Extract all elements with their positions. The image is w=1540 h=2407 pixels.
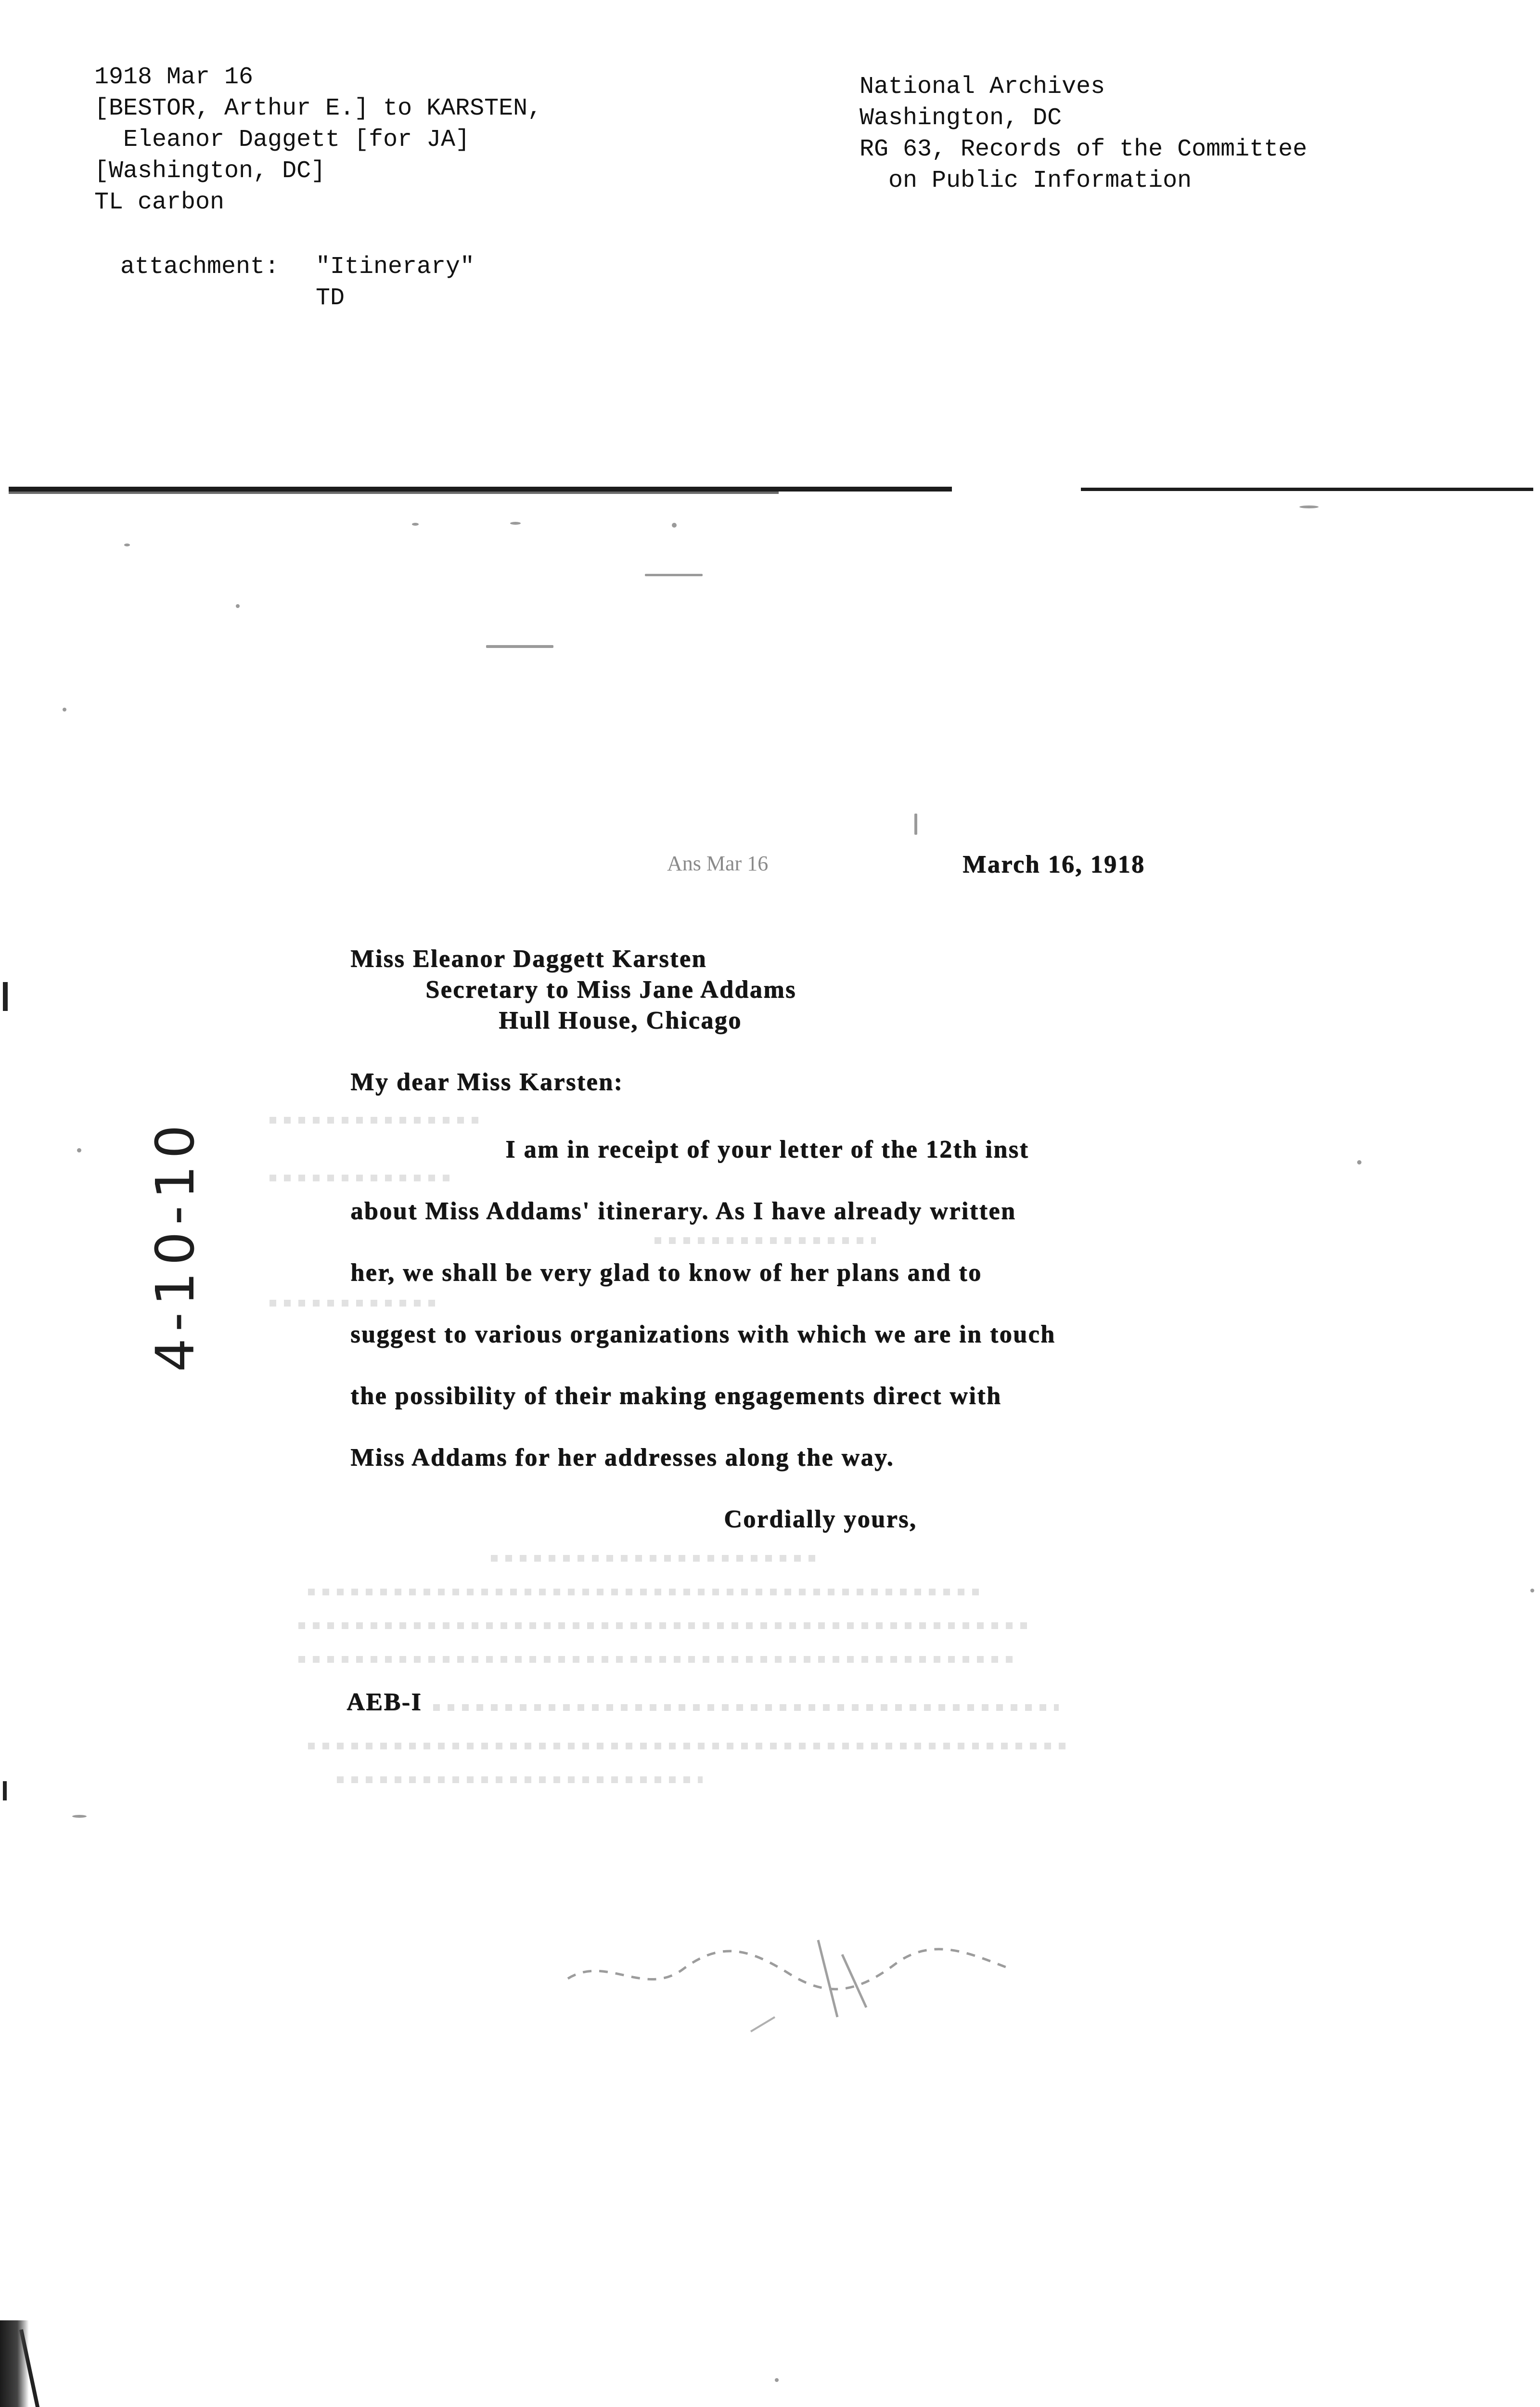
header-right-line: RG 63, Records of the Committee	[860, 136, 1308, 163]
salutation: My dear Miss Karsten:	[350, 1068, 624, 1096]
bleed-mark	[491, 1555, 818, 1562]
header-left-line: 1918 Mar 16	[94, 64, 254, 91]
body-line: her, we shall be very glad to know of her plans and to	[350, 1259, 982, 1286]
bleed-mark	[654, 1237, 876, 1244]
scan-top-edge-left	[9, 487, 952, 492]
speck	[63, 708, 66, 712]
speck	[1299, 505, 1319, 508]
header-right-line: on Public Information	[860, 167, 1192, 194]
header-left-line: Eleanor Daggett [for JA]	[94, 126, 470, 154]
recipient-address: Hull House, Chicago	[499, 1007, 742, 1034]
speck	[914, 814, 917, 835]
bleed-mark	[337, 1776, 703, 1783]
speck	[645, 574, 703, 576]
recipient-title: Secretary to Miss Jane Addams	[425, 976, 796, 1003]
body-line: about Miss Addams' itinerary. As I have already written	[350, 1197, 1016, 1225]
body-line: I am in receipt of your letter of the 12th inst	[505, 1136, 1029, 1163]
signature-drawing	[549, 1897, 1030, 2051]
bleed-mark	[433, 1704, 1059, 1711]
header-right-line: National Archives	[860, 73, 1105, 101]
speck	[1530, 1589, 1534, 1592]
typist-initials: AEB-I	[346, 1688, 422, 1716]
body-line: Miss Addams for her addresses along the way.	[350, 1444, 894, 1471]
bleed-mark	[298, 1622, 1030, 1629]
bleed-mark	[308, 1589, 982, 1595]
scan-left-edge-tick	[3, 1781, 7, 1800]
header-left-line: TL carbon	[94, 189, 225, 216]
attachment-type: TD	[316, 285, 345, 312]
scan-top-edge-right	[1081, 488, 1533, 491]
received-stamp: Ans Mar 16	[667, 852, 769, 875]
recipient-name: Miss Eleanor Daggett Karsten	[350, 945, 707, 972]
letter-date: March 16, 1918	[962, 851, 1145, 878]
speck	[77, 1148, 81, 1152]
bleed-mark	[270, 1300, 443, 1307]
header-left-line: [Washington, DC]	[94, 157, 326, 185]
bleed-mark	[270, 1117, 481, 1124]
speck	[486, 645, 553, 648]
header-right-line: Washington, DC	[860, 104, 1062, 132]
bleed-mark	[298, 1656, 1020, 1663]
scan-left-edge-tick	[3, 982, 8, 1011]
speck	[236, 604, 240, 608]
faint-signature	[549, 1897, 1030, 2051]
bleed-mark	[270, 1175, 452, 1181]
speck	[775, 2378, 779, 2382]
body-line: the possibility of their making engagements direct with	[350, 1382, 1002, 1410]
attachment-title: "Itinerary"	[316, 253, 475, 281]
margin-handwritten-note: 4-10-10	[144, 1118, 206, 1372]
speck	[124, 544, 130, 546]
body-line: suggest to various organizations with which we are in touch	[350, 1320, 1056, 1348]
closing: Cordially yours,	[724, 1505, 917, 1533]
speck	[412, 523, 419, 526]
scan-top-edge-shadow	[9, 492, 779, 494]
speck	[672, 523, 677, 528]
header-left-line: [BESTOR, Arthur E.] to KARSTEN,	[94, 95, 542, 122]
bleed-mark	[308, 1743, 1068, 1749]
speck	[1357, 1160, 1361, 1165]
speck	[72, 1815, 87, 1818]
scan-bottom-left-corner	[0, 2320, 29, 2407]
attachment-label: attachment:	[120, 253, 280, 281]
speck	[510, 522, 521, 525]
